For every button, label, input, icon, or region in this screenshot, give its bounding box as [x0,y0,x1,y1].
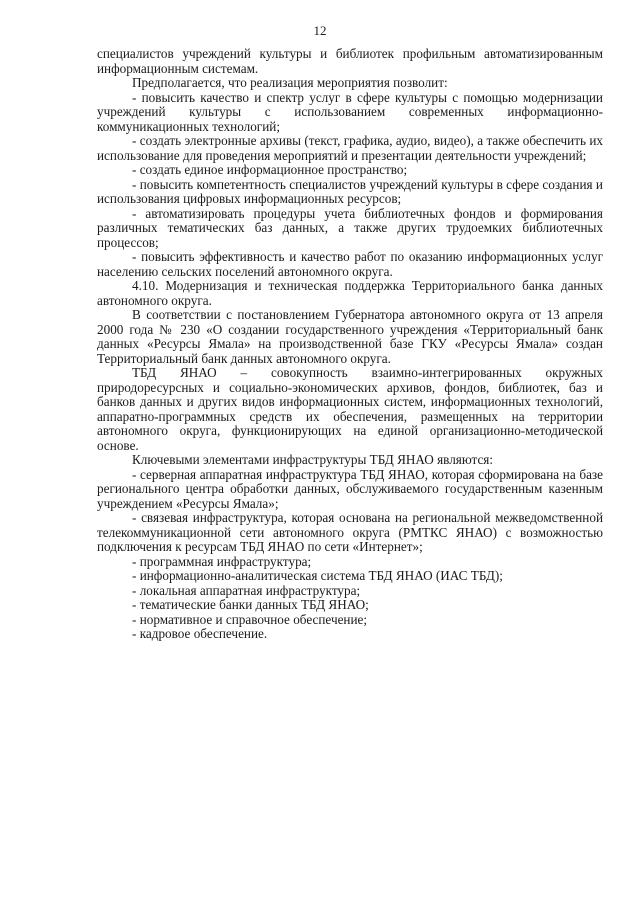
list-item: - повысить эффективность и качество работ по оказанию информационных услуг населению сельских поселений автономного округа. [97,249,603,279]
paragraph: специалистов учреждений культуры и библиотек профильным автоматизированным информационным системам. [97,46,603,76]
list-item: - программная инфраструктура; [132,553,312,569]
list-item: - локальная аппаратная инфраструктура; [132,582,361,598]
list-item: - создать единое информационное пространство; [132,162,408,177]
list-item: - тематические банки данных ТБД ЯНАО; [132,597,369,612]
paragraph: В соответствии с постановлением Губернатора автономного округа от 13 апреля 2000 года № 230 «О создании государственного учреждения «Территориальный банк данных «Ресурсы Ямала» на производственной базе ГКУ «Ресурсы Ямала» создан Территориальный банк данных автономного округа. [97,307,603,366]
paragraph: Предполагается, что реализация мероприятия позволит: [132,75,448,90]
list-item: - создать электронные архивы (текст, графика, аудио, видео), а также обеспечить их использование для проведения мероприятий и презентации деятельности учреждений; [97,133,603,163]
section-heading: 4.10. Модернизация и техническая поддержка Территориального банка данных автономного округа. [97,278,603,308]
list-item: - повысить компетентность специалистов учреждений культуры в сфере создания и использования цифровых информационных ресурсов; [97,176,603,206]
document-body [97,47,603,642]
list-item: - информационно-аналитическая система ТБД ЯНАО (ИАС ТБД); [132,568,503,583]
paragraph: ТБД ЯНАО – совокупность взаимно-интегрированных окружных природоресурсных и социально-экономических архивов, фондов, библиотек, баз и банков данных и других видов информационных систем, информационных технологий, аппаратно-программных средств их обеспечения, размещенных на территории автономного округа, функционирующих на единой организационно-методической основе. [97,365,603,453]
list-item: - серверная аппаратная инфраструктура ТБД ЯНАО, которая сформирована на базе регионального центра обработки данных, обслуживаемого государственным казенным учреждением «Ресурсы Ямала»; [97,466,603,511]
list-item: - кадровое обеспечение. [132,626,268,641]
list-item: - связевая инфраструктура, которая основана на региональной межведомственной телекоммуникационной сети автономного округа (РМТКС ЯНАО) с возможностью подключения к ресурсам ТБД ЯНАО по сети «Интернет»; [97,510,603,554]
page-number: 12 [313,23,327,38]
list-item: - автоматизировать процедуры учета библиотечных фондов и формирования различных тематических баз данных, а также других трудоемких библиотечных процессов; [97,205,603,250]
list-item: - нормативное и справочное обеспечение; [132,611,368,627]
paragraph: Ключевыми элементами инфраструктуры ТБД ЯНАО являются: [132,452,494,467]
list-item: - повысить качество и спектр услуг в сфере культуры с помощью модернизации учреждений культуры с использованием современных информационно-коммуникационных технологий; [97,89,603,134]
